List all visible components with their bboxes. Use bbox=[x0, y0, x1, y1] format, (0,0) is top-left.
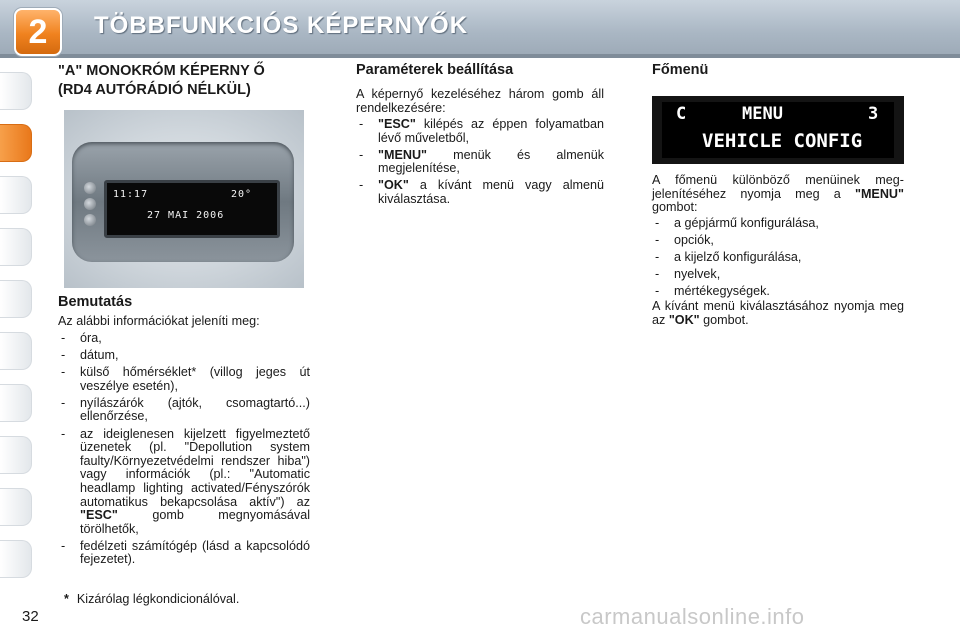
list-item bbox=[356, 149, 604, 176]
display-temperature: 20° bbox=[231, 189, 253, 200]
chapter-tab-10[interactable] bbox=[0, 540, 32, 578]
display-button-3 bbox=[84, 214, 96, 226]
watermark: carmanualsonline.info bbox=[580, 604, 805, 629]
presentation-intro: Az alábbi információkat jeleníti meg: bbox=[58, 314, 260, 328]
section-title-presentation: Bemutatás bbox=[58, 294, 133, 310]
main-menu-screen-inner bbox=[662, 102, 894, 158]
chapter-tab-3[interactable] bbox=[0, 176, 32, 214]
page-number: 32 bbox=[22, 608, 39, 625]
main-menu-screen bbox=[652, 96, 904, 164]
footnote-text: Kizárólag légkondicionálóval. bbox=[76, 592, 240, 606]
chapter-tab-5[interactable] bbox=[0, 280, 32, 318]
list-item: - fedélzeti számítógép (lásd a kapcsolódó fejezetet). bbox=[58, 540, 310, 567]
section-title-settings: Paraméterek beállítása bbox=[356, 62, 514, 78]
display-lcd bbox=[104, 180, 280, 238]
display-time: 11:17 bbox=[113, 189, 149, 200]
menu-screen-vehicle-config: VEHICLE CONFIG bbox=[702, 130, 863, 152]
list-item: - nyílászárók (ajtók, csomagtartó...) ellenőrzése, bbox=[58, 397, 310, 424]
chapter-tab-1[interactable] bbox=[0, 72, 32, 110]
main-menu-intro-text: A főmenü különböző menüinek megjelenítéséhez nyomja meg a bbox=[652, 173, 904, 201]
list-item bbox=[356, 118, 604, 145]
list-item-text: menük és almenük megjelenítése, bbox=[378, 147, 604, 176]
main-menu-intro bbox=[652, 174, 904, 215]
chapter-badge: 2 bbox=[14, 8, 62, 56]
ok-key-label: "OK" bbox=[668, 312, 700, 327]
presentation-list bbox=[58, 332, 310, 571]
list-item-text: az ideiglenesen kijelzett figyelmeztető üzenetek (pl. "Depollution system faulty/Környezetvédelmi rendszer hiba") vagy információk (pl.: "Automatic headlamp lighting activated/Fényszórók automatikus bekapcsolása aktív") az bbox=[80, 426, 310, 509]
main-menu-outro-text: A kívánt menü kiválasztásához nyomja meg az bbox=[652, 299, 904, 327]
menu-screen-menu-label: MENU bbox=[742, 104, 783, 124]
list-item: - külső hőmérséklet* (villog jeges út veszélye esetén), bbox=[58, 366, 310, 393]
display-button-1 bbox=[84, 182, 96, 194]
list-item bbox=[356, 179, 604, 206]
menu-key-label: "MENU" bbox=[854, 186, 904, 201]
esc-key-label: "ESC" bbox=[80, 508, 118, 523]
chapter-tab-9[interactable] bbox=[0, 488, 32, 526]
list-item-text: a kívánt menü vagy almenü kiválasztása. bbox=[378, 178, 604, 206]
display-button-2 bbox=[84, 198, 96, 210]
monochrome-display-photo bbox=[64, 110, 304, 288]
display-date: 27 MAI 2006 bbox=[147, 210, 225, 221]
chapter-tab-2[interactable] bbox=[0, 124, 32, 162]
esc-key-label: "ESC" bbox=[378, 117, 416, 131]
chapter-tab-6[interactable] bbox=[0, 332, 32, 370]
section-heading-monochrome bbox=[58, 62, 265, 100]
list-item: - mértékegységek. bbox=[652, 285, 904, 299]
list-item: - a gépjármű konfigurálása, bbox=[652, 217, 904, 231]
list-item-tail: gomb megnyomásával törölhetők, bbox=[80, 508, 311, 536]
settings-intro: A képernyő kezeléséhez három gomb áll rendelkezésére: bbox=[356, 87, 604, 115]
main-menu-outro-tail: gombot. bbox=[703, 312, 749, 327]
list-item bbox=[58, 428, 310, 537]
list-item: - opciók, bbox=[652, 234, 904, 248]
main-menu-outro bbox=[652, 300, 904, 327]
section-title-main-menu: Főmenü bbox=[652, 62, 709, 78]
menu-screen-page-number: 3 bbox=[868, 104, 879, 124]
list-item: - dátum, bbox=[58, 349, 310, 363]
header-divider bbox=[0, 54, 960, 58]
menu-screen-left-char: C bbox=[676, 104, 687, 124]
ok-key-label: "OK" bbox=[378, 178, 409, 193]
heading-line-2: (RD4 AUTÓRÁDIÓ NÉLKÜL) bbox=[58, 82, 251, 98]
main-menu-list bbox=[652, 217, 904, 302]
footnote-mark: * bbox=[64, 592, 69, 606]
list-item: - a kijelző konfigurálása, bbox=[652, 251, 904, 265]
chapter-tab-4[interactable] bbox=[0, 228, 32, 266]
settings-list bbox=[356, 118, 604, 210]
chapter-tab-8[interactable] bbox=[0, 436, 32, 474]
heading-line-1: "A" MONOKRÓM KÉPERNY Ő bbox=[58, 63, 265, 79]
list-item: - nyelvek, bbox=[652, 268, 904, 282]
chapter-tab-7[interactable] bbox=[0, 384, 32, 422]
menu-key-label: "MENU" bbox=[378, 147, 428, 162]
list-item-text: kilépés az éppen folyamatban lévő műveletből, bbox=[378, 117, 604, 145]
list-item: - óra, bbox=[58, 332, 310, 346]
page-title: TÖBBFUNKCIÓS KÉPERNYŐK bbox=[94, 12, 469, 39]
footnote bbox=[64, 592, 239, 606]
main-menu-intro-tail: gombot: bbox=[652, 200, 698, 215]
